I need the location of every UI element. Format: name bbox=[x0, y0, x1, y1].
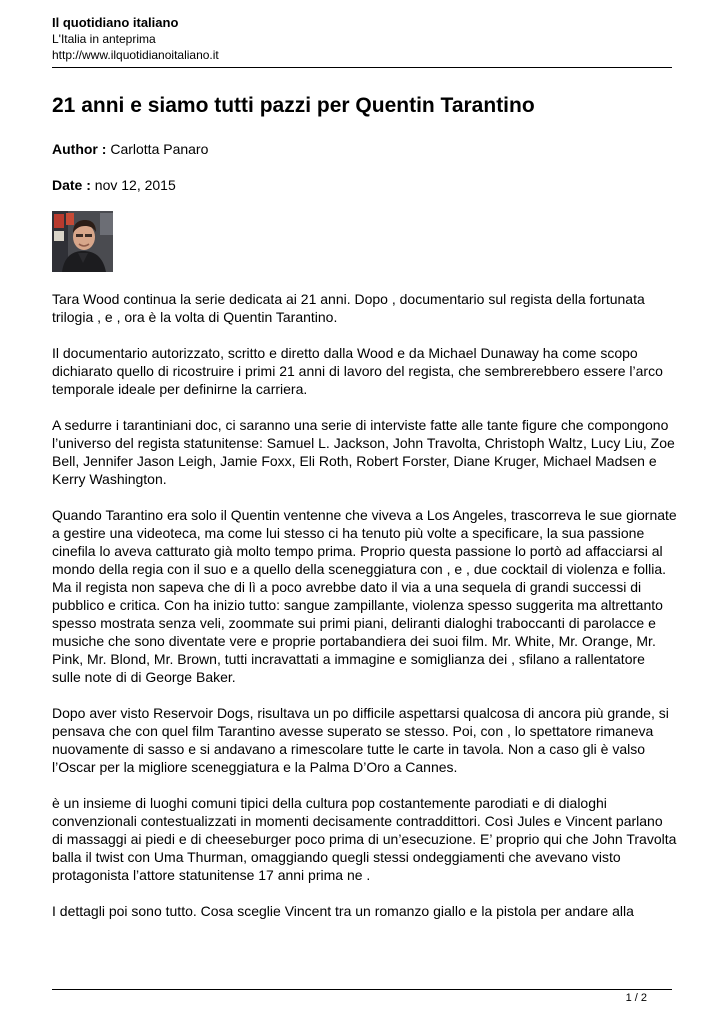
date-label: Date : bbox=[52, 177, 91, 193]
article-title: 21 anni e siamo tutti pazzi per Quentin Tarantino bbox=[52, 94, 535, 117]
article-body bbox=[52, 290, 677, 938]
author-name: Carlotta Panaro bbox=[110, 141, 209, 157]
article-paragraph: I dettagli poi sono tutto. Cosa sceglie Vincent tra un romanzo giallo e la pistola per andare alla bbox=[52, 903, 634, 919]
site-name: Il quotidiano italiano bbox=[52, 15, 179, 30]
article-paragraph: Dopo aver visto Reservoir Dogs, risultava un po difficile aspettarsi qualcosa di ancora più grande, si pensava che con quel film Tarantino avesse superato se stesso. Poi, con , lo spettatore rimaneva nuovamente di sasso e si andavano a rimescolare tutte le carte in tavola. Non a caso gli è valso l’Oscar per la migliore sceneggiatura e la Palma D’Oro a Cannes. bbox=[52, 705, 669, 775]
portrait-image bbox=[52, 211, 113, 272]
author-photo bbox=[52, 211, 113, 272]
article-paragraph: Quando Tarantino era solo il Quentin ventenne che viveva a Los Angeles, trascorreva le sue giornate a gestire una videoteca, ma come lui stesso ci ha tenuto più volte a specificare, la sua passione cinefila lo aveva catturato già molto tempo prima. Proprio questa passione lo portò ad affacciarsi al mondo della regia con il suo e a quello della sceneggiatura con , e , due cocktail di violenza e follia. Ma il regista non sapeva che di lì a poco avrebbe dato il via a una sequela di grandi successi di pubblico e critica. Con ha inizio tutto: sangue zampillante, violenza spesso suggerita ma altrettanto spesso mostrata senza veli, zoommate sui primi piani, deliranti dialoghi traboccanti di parolacce e musiche che sono diventate vere e proprie portabandiera dei suoi film. Mr. White, Mr. Orange, Mr. Pink, Mr. Blond, Mr. Brown, tutti incravattati a immagine e somiglianza dei , sfilano a rallentatore sulle note di di George Baker. bbox=[52, 507, 677, 685]
date-value: nov 12, 2015 bbox=[94, 177, 176, 193]
article-author bbox=[52, 140, 672, 158]
page-number: 1 / 2 bbox=[625, 992, 647, 1004]
author-label: Author : bbox=[52, 141, 107, 157]
article-paragraph: Il documentario autorizzato, scritto e diretto dalla Wood e da Michael Dunaway ha come scopo dichiarato quello di ricostruire i primi 21 anni di lavoro del regista, che sembrerebbero essere l’arco temporale ideale per definirne la carriera. bbox=[52, 345, 663, 397]
site-tagline: L'Italia in anteprima bbox=[52, 32, 156, 46]
article-paragraph: è un insieme di luoghi comuni tipici della cultura pop costantemente parodiati e di dialoghi convenzionali contestualizzati in momenti decisamente contraddittori. Così Jules e Vincent parlano di massaggi ai piedi e di cheeseburger poco prima di un’esecuzione. E’ proprio qui che John Travolta balla il twist con Uma Thurman, omaggiando quegli stessi ondeggiamenti che avevano visto protagonista l’attore statunitense 17 anni prima ne . bbox=[52, 795, 677, 883]
article-paragraph: A sedurre i tarantiniani doc, ci saranno una serie di interviste fatte alle tante figure che compongono l’universo del regista statunitense: Samuel L. Jackson, John Travolta, Christoph Waltz, Lucy Liu, Zoe Bell, Jennifer Jason Leigh, Jamie Foxx, Eli Roth, Robert Forster, Diane Kruger, Michael Madsen e Kerry Washington. bbox=[52, 417, 675, 487]
footer-divider bbox=[52, 989, 672, 990]
header-divider bbox=[52, 67, 672, 68]
page-header bbox=[52, 15, 672, 63]
article-paragraph: Tara Wood continua la serie dedicata ai 21 anni. Dopo , documentario sul regista della fortunata trilogia , e , ora è la volta di Quentin Tarantino. bbox=[52, 291, 645, 325]
site-url: http://www.ilquotidianoitaliano.it bbox=[52, 48, 219, 62]
article-date bbox=[52, 176, 672, 194]
